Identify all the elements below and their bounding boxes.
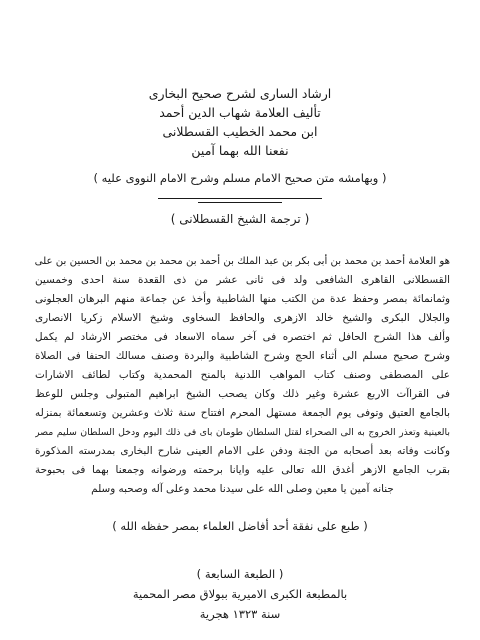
- author-lineage-line: ابن محمد الخطيب القسطلانى: [162, 124, 318, 139]
- author-line: تأليف العلامة شهاب الدين أحمد: [159, 105, 321, 120]
- biography-line: بالجامع العتيق وتوفى يوم الجمعة مستهل المحرم افتتاح سنة ثلاث وعشرين وتسعمائة بمنزله: [35, 407, 450, 419]
- biography-line: وشرح صحيح مسلم الى أثناء الحج وشرح الشاطبية والبردة وصنف مسالك الحنفا فى الصلاة: [35, 350, 450, 362]
- biography-line: والجلال البكرى والشيخ خالد الازهرى والحافظ السخاوى وشيخ الاسلام زكريا الانصارى: [35, 312, 450, 324]
- biography-line: فى القراآت الاربع عشرة وغير ذلك وكان يصحب الشيخ ابراهيم المتبولى وجلس للوعظ: [35, 388, 450, 400]
- commentary-note: ( وبهامشه متن صحيح الامام مسلم وشرح الامام النووى عليه ): [93, 171, 387, 185]
- section-heading: ( ترجمة الشيخ القسطلانى ): [170, 212, 310, 226]
- biography-line: هو العلامة أحمد بن محمد بن أبى بكر بن عبد الملك بن أحمد بن محمد بن محمد بن الحسين بن على: [35, 256, 450, 267]
- biography-line: بالعينية وتعذر الخروج به الى الصحراء لقتل السلطان طومان باى فى ذلك اليوم ودخل السلطان سليم مصر: [35, 427, 450, 438]
- biography-line: جنانه آمين يا معين وصلى الله على سيدنا محمد وعلى آله وصحبه وسلم: [91, 483, 394, 495]
- title-block: [60, 84, 420, 160]
- biography-line: على المصطفى وصنف كتاب المواهب اللدنية بالمنح المحمدية وكتاب لطائف الاشارات: [35, 369, 450, 381]
- publication-year: سنة ١٣٢٣ هجرية: [199, 607, 281, 621]
- divider: [198, 202, 282, 203]
- title-line: ارشاد السارى لشرح صحيح البخارى: [148, 86, 332, 101]
- biography-line: وثمانمائة بمصر وحفظ عدة من الكتب منها الشاطبية وأخذ عن جماعة منهم البرهان العجلونى: [35, 293, 450, 305]
- press-name: بالمطبعة الكبرى الاميرية ببولاق مصر المحمية: [132, 587, 348, 601]
- biography-line: القسطلانى القاهرى الشافعى ولد فى ثانى عشر من ذى القعدة سنة احدى وخمسين: [35, 274, 450, 286]
- blessing-line: نفعنا الله بهما آمين: [191, 143, 289, 158]
- edition-label: ( الطبعة السابعة ): [196, 567, 284, 581]
- biography-line: وألف هذا الشرح الحافل ثم اختصره فى آخر سماه الاسعاد فى مختصر الارشاد لم يكمل: [35, 331, 450, 343]
- biography-text: [35, 252, 450, 499]
- biography-line: بقرب الجامع الازهر أغدق الله تعالى عليه وايانا برحمته ورضوانه وجمعنا بهما فى بحبوحة: [35, 464, 450, 476]
- biography-line: وكانت وفاته بعد أصحابه من الجنة ودفن على الامام العينى شارح البخارى بمدرسته المذكورة: [35, 445, 450, 457]
- divider: [158, 198, 322, 199]
- printed-note: ( طبع على نفقة أحد أفاضل العلماء بمصر حفظه الله ): [112, 519, 368, 533]
